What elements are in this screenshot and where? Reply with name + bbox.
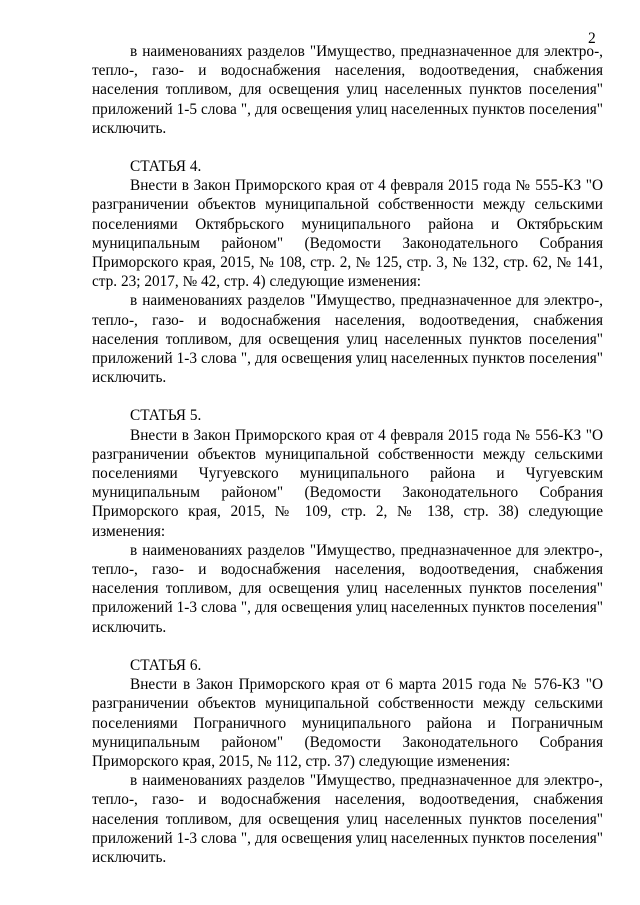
- article-6: [92, 656, 603, 867]
- article-4: [92, 157, 603, 387]
- article-3-amendment-tail: в наименованиях разделов "Имущество, предназначенное для электро-, тепло-, газо- и водоснабжения населения, водоотведения, снабжения населения топливом, для освещения улиц населенных пунктов поселения" приложений 1-5 слова ", для освещения улиц населенных пунктов поселения" исключить.: [92, 43, 603, 137]
- article-5: [92, 406, 603, 636]
- article-amendment: в наименованиях разделов "Имущество, предназначенное для электро-, тепло-, газо- и водоснабжения населения, водоотведения, снабжения населения топливом, для освещения улиц населенных пунктов поселения" приложений 1-3 слова ", для освещения улиц населенных пунктов поселения" исключить.: [92, 772, 603, 866]
- article-body: Внести в Закон Приморского края от 4 февраля 2015 года № 556-КЗ "О разграничении объектов муниципальной собственности между сельскими поселениями Чугуевского муниципального района и Чугуевским муниципальным районом" (Ведомости Законодательного Собрания Приморского края, 2015, № 109, стр. 2, № 138, стр. 38) следующие изменения:: [92, 426, 603, 540]
- article-amendment: в наименованиях разделов "Имущество, предназначенное для электро-, тепло-, газо- и водоснабжения населения, водоотведения, снабжения населения топливом, для освещения улиц населенных пунктов поселения" приложений 1-3 слова ", для освещения улиц населенных пунктов поселения" исключить.: [92, 292, 603, 387]
- article-body: Внести в Закон Приморского края от 6 марта 2015 года № 576-КЗ "О разграничении объектов муниципальной собственности между сельскими поселениями Пограничного муниципального района и Пограничным муниципальным районом" (Ведомости Законодательного Собрания Приморского края, 2015, № 112, стр. 37) следующие изменения:: [92, 676, 603, 770]
- article-body: Внести в Закон Приморского края от 4 февраля 2015 года № 555-КЗ "О разграничении объектов муниципальной собственности между сельскими поселениями Октябрьского муниципального района и Октябрьским муниципальным районом" (Ведомости Законодательного Собрания Приморского края, 2015, № 108, стр. 2, № 125, стр. 3, № 132, стр. 62, № 141, стр. 23; 2017, № 42, стр. 4) следующие изменения:: [92, 177, 603, 291]
- page-number: 2: [588, 30, 596, 47]
- article-heading: СТАТЬЯ 6.: [130, 656, 202, 674]
- article-heading: СТАТЬЯ 5.: [130, 407, 202, 425]
- document-body: [92, 42, 603, 867]
- article-heading: СТАТЬЯ 4.: [130, 158, 202, 176]
- article-amendment: в наименованиях разделов "Имущество, предназначенное для электро-, тепло-, газо- и водоснабжения населения, водоотведения, снабжения населения топливом, для освещения улиц населенных пунктов поселения" приложений 1-3 слова ", для освещения улиц населенных пунктов поселения" исключить.: [92, 541, 603, 636]
